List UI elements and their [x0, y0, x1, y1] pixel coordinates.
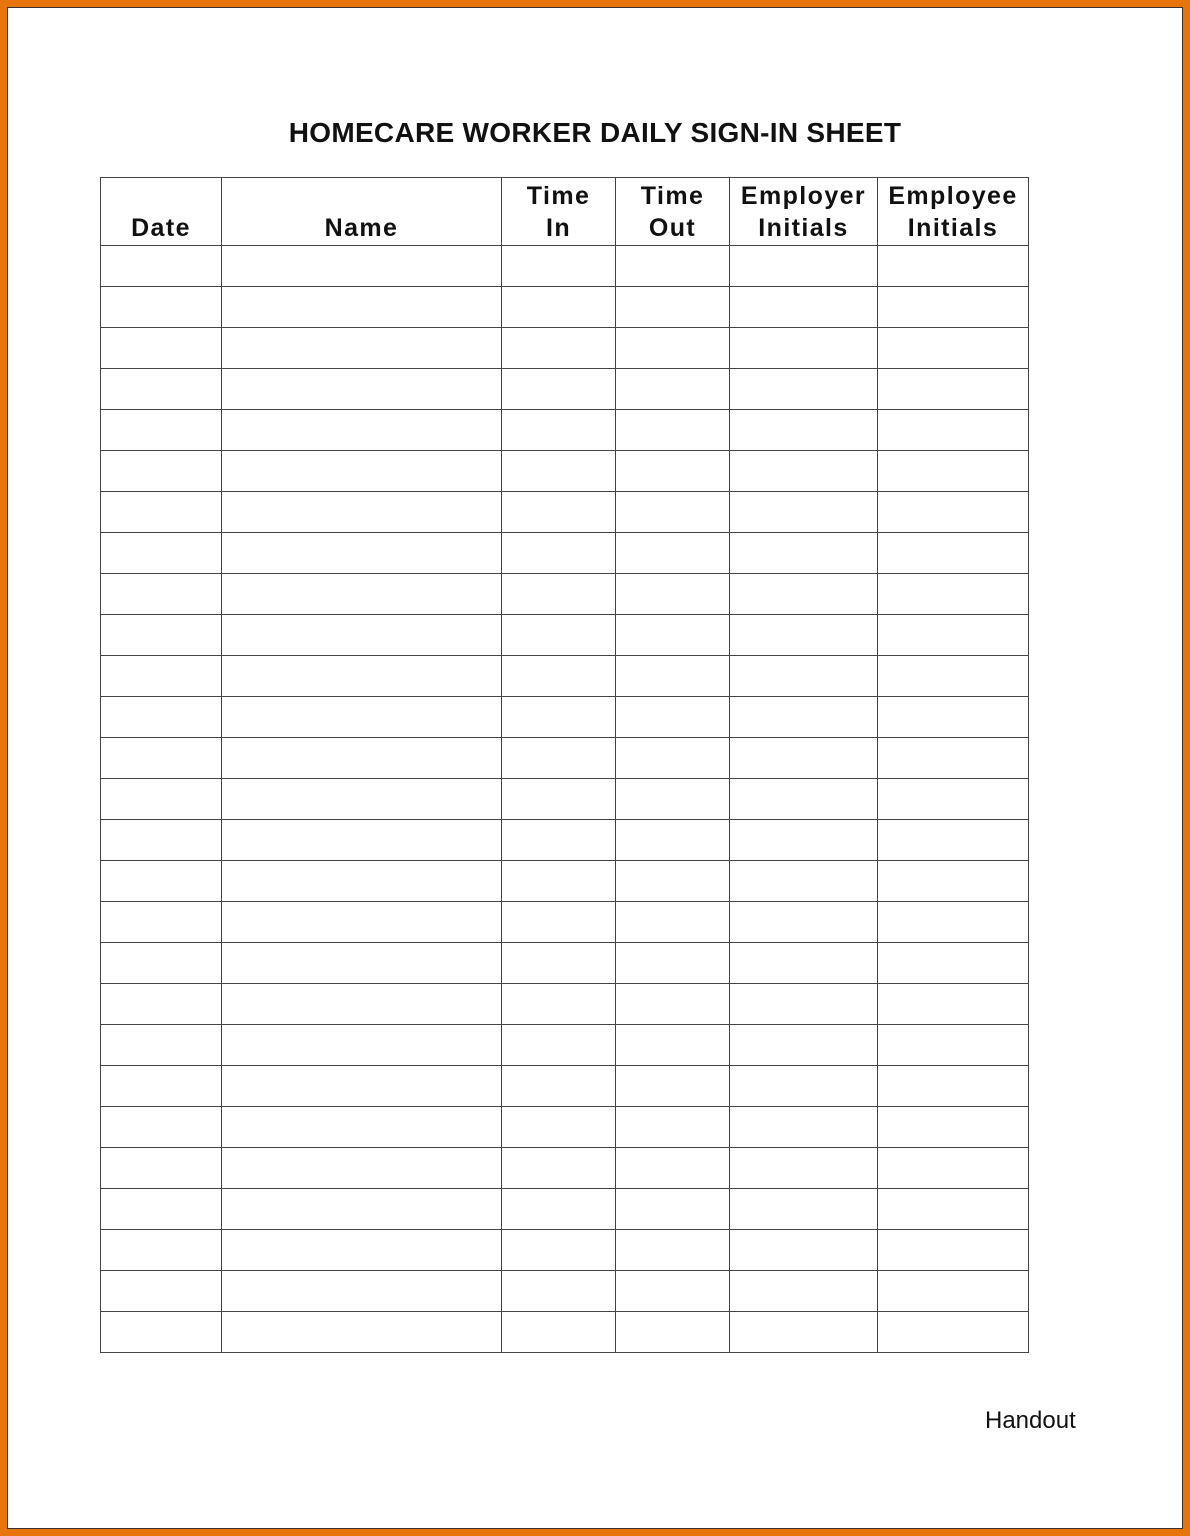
cell-employee-initials[interactable] [878, 287, 1029, 328]
cell-employer-initials[interactable] [730, 902, 878, 943]
cell-name[interactable] [222, 533, 502, 574]
cell-name[interactable] [222, 451, 502, 492]
cell-time-out[interactable] [616, 820, 730, 861]
cell-employee-initials[interactable] [878, 1066, 1029, 1107]
cell-employee-initials[interactable] [878, 451, 1029, 492]
cell-time-out[interactable] [616, 1107, 730, 1148]
cell-name[interactable] [222, 287, 502, 328]
cell-employee-initials[interactable] [878, 410, 1029, 451]
cell-employee-initials[interactable] [878, 902, 1029, 943]
cell-time-in[interactable] [502, 656, 616, 697]
table-row [101, 820, 1029, 861]
cell-time-in[interactable] [502, 697, 616, 738]
cell-name[interactable] [222, 820, 502, 861]
cell-date[interactable] [101, 1230, 222, 1271]
cell-date[interactable] [101, 820, 222, 861]
table-row [101, 328, 1029, 369]
header-time-in-line-2: In [545, 214, 572, 242]
cell-name[interactable] [222, 861, 502, 902]
table-row [101, 738, 1029, 779]
cell-name[interactable] [222, 574, 502, 615]
cell-employer-initials[interactable] [730, 656, 878, 697]
cell-time-in[interactable] [502, 328, 616, 369]
header-time-in [502, 178, 616, 246]
cell-employer-initials[interactable] [730, 820, 878, 861]
header-row [101, 178, 1029, 246]
cell-date[interactable] [101, 328, 222, 369]
cell-time-out[interactable] [616, 902, 730, 943]
cell-time-out[interactable] [616, 738, 730, 779]
cell-name[interactable] [222, 738, 502, 779]
table-row [101, 615, 1029, 656]
cell-employee-initials[interactable] [878, 574, 1029, 615]
cell-employee-initials[interactable] [878, 246, 1029, 287]
cell-date[interactable] [101, 1312, 222, 1353]
cell-employee-initials[interactable] [878, 1148, 1029, 1189]
cell-time-in[interactable] [502, 738, 616, 779]
cell-date[interactable] [101, 943, 222, 984]
cell-time-out[interactable] [616, 1025, 730, 1066]
cell-time-in[interactable] [502, 1025, 616, 1066]
cell-employee-initials[interactable] [878, 656, 1029, 697]
cell-employee-initials[interactable] [878, 1107, 1029, 1148]
cell-employee-initials[interactable] [878, 738, 1029, 779]
cell-time-out[interactable] [616, 1271, 730, 1312]
cell-employer-initials[interactable] [730, 410, 878, 451]
cell-time-out[interactable] [616, 861, 730, 902]
table-row [101, 369, 1029, 410]
cell-employer-initials[interactable] [730, 738, 878, 779]
cell-name[interactable] [222, 615, 502, 656]
cell-time-in[interactable] [502, 615, 616, 656]
header-time-out-line-2: Out [648, 214, 697, 242]
cell-name[interactable] [222, 1066, 502, 1107]
cell-date[interactable] [101, 451, 222, 492]
cell-time-in[interactable] [502, 369, 616, 410]
table-row [101, 861, 1029, 902]
table-row [101, 697, 1029, 738]
header-employer-initials [730, 178, 878, 246]
cell-employer-initials[interactable] [730, 369, 878, 410]
cell-date[interactable] [101, 492, 222, 533]
cell-date[interactable] [101, 533, 222, 574]
cell-date[interactable] [101, 984, 222, 1025]
header-date [101, 178, 222, 246]
table-row [101, 902, 1029, 943]
table-row [101, 410, 1029, 451]
table-row [101, 656, 1029, 697]
cell-employee-initials[interactable] [878, 369, 1029, 410]
table-row [101, 984, 1029, 1025]
cell-employee-initials[interactable] [878, 328, 1029, 369]
header-time-out [616, 178, 730, 246]
cell-name[interactable] [222, 492, 502, 533]
table-row [101, 1189, 1029, 1230]
table-row [101, 1271, 1029, 1312]
cell-employee-initials[interactable] [878, 492, 1029, 533]
cell-time-in[interactable] [502, 1107, 616, 1148]
cell-date[interactable] [101, 779, 222, 820]
table-row [101, 943, 1029, 984]
cell-employee-initials[interactable] [878, 615, 1029, 656]
table-row [101, 1107, 1029, 1148]
sign-in-table [100, 177, 1029, 1353]
table-row [101, 1312, 1029, 1353]
table-row [101, 1148, 1029, 1189]
cell-time-out[interactable] [616, 1189, 730, 1230]
cell-name[interactable] [222, 328, 502, 369]
cell-time-out[interactable] [616, 943, 730, 984]
header-time-in-line-1: Time [526, 182, 591, 210]
table-body [101, 246, 1029, 1353]
table-row [101, 451, 1029, 492]
header-employee-initials-line-2: Initials [907, 214, 999, 242]
cell-time-out[interactable] [616, 779, 730, 820]
handout-label: Handout [985, 1407, 1076, 1434]
header-employee-initials [878, 178, 1029, 246]
cell-date[interactable] [101, 738, 222, 779]
cell-date[interactable] [101, 574, 222, 615]
cell-date[interactable] [101, 861, 222, 902]
cell-employee-initials[interactable] [878, 779, 1029, 820]
cell-date[interactable] [101, 656, 222, 697]
cell-time-in[interactable] [502, 820, 616, 861]
cell-employer-initials[interactable] [730, 779, 878, 820]
cell-employer-initials[interactable] [730, 943, 878, 984]
cell-date[interactable] [101, 410, 222, 451]
cell-name[interactable] [222, 779, 502, 820]
table-row [101, 287, 1029, 328]
header-employee-initials-line-1: Employee [888, 182, 1018, 210]
cell-time-in[interactable] [502, 1148, 616, 1189]
cell-time-out[interactable] [616, 328, 730, 369]
cell-time-in[interactable] [502, 779, 616, 820]
cell-time-out[interactable] [616, 574, 730, 615]
cell-employee-initials[interactable] [878, 1025, 1029, 1066]
header-employer-initials-line-1: Employer [740, 182, 867, 210]
cell-date[interactable] [101, 246, 222, 287]
cell-time-in[interactable] [502, 943, 616, 984]
cell-employer-initials[interactable] [730, 492, 878, 533]
cell-employer-initials[interactable] [730, 1066, 878, 1107]
cell-time-out[interactable] [616, 410, 730, 451]
cell-time-in[interactable] [502, 492, 616, 533]
cell-employee-initials[interactable] [878, 820, 1029, 861]
cell-time-in[interactable] [502, 246, 616, 287]
cell-time-in[interactable] [502, 1189, 616, 1230]
cell-employee-initials[interactable] [878, 1312, 1029, 1353]
cell-employer-initials[interactable] [730, 1312, 878, 1353]
cell-time-out[interactable] [616, 1230, 730, 1271]
cell-name[interactable] [222, 1312, 502, 1353]
cell-time-in[interactable] [502, 1312, 616, 1353]
cell-name[interactable] [222, 410, 502, 451]
cell-employer-initials[interactable] [730, 287, 878, 328]
cell-date[interactable] [101, 615, 222, 656]
cell-time-out[interactable] [616, 246, 730, 287]
cell-employee-initials[interactable] [878, 533, 1029, 574]
sheet-title: HOMECARE WORKER DAILY SIGN-IN SHEET [288, 117, 902, 148]
cell-employee-initials[interactable] [878, 943, 1029, 984]
cell-name[interactable] [222, 1189, 502, 1230]
cell-date[interactable] [101, 369, 222, 410]
cell-time-in[interactable] [502, 1271, 616, 1312]
cell-employer-initials[interactable] [730, 697, 878, 738]
table-row [101, 1230, 1029, 1271]
cell-employee-initials[interactable] [878, 697, 1029, 738]
header-name-line-1: Name [324, 214, 399, 242]
cell-date[interactable] [101, 1189, 222, 1230]
table-row [101, 1025, 1029, 1066]
header-time-out-line-1: Time [640, 182, 705, 210]
cell-time-out[interactable] [616, 369, 730, 410]
cell-employer-initials[interactable] [730, 1107, 878, 1148]
table-row [101, 574, 1029, 615]
table-row [101, 492, 1029, 533]
cell-date[interactable] [101, 1066, 222, 1107]
cell-date[interactable] [101, 902, 222, 943]
cell-employer-initials[interactable] [730, 1148, 878, 1189]
header-name [222, 178, 502, 246]
cell-name[interactable] [222, 1025, 502, 1066]
cell-name[interactable] [222, 1271, 502, 1312]
table-row [101, 246, 1029, 287]
cell-time-out[interactable] [616, 287, 730, 328]
cell-employer-initials[interactable] [730, 451, 878, 492]
cell-employer-initials[interactable] [730, 1271, 878, 1312]
cell-time-out[interactable] [616, 451, 730, 492]
header-date-line-1: Date [131, 214, 191, 242]
cell-employer-initials[interactable] [730, 1025, 878, 1066]
cell-time-out[interactable] [616, 697, 730, 738]
cell-time-out[interactable] [616, 656, 730, 697]
cell-name[interactable] [222, 1107, 502, 1148]
cell-time-in[interactable] [502, 984, 616, 1025]
cell-time-in[interactable] [502, 410, 616, 451]
cell-time-in[interactable] [502, 1066, 616, 1107]
cell-employee-initials[interactable] [878, 1230, 1029, 1271]
cell-employer-initials[interactable] [730, 246, 878, 287]
cell-name[interactable] [222, 902, 502, 943]
cell-time-in[interactable] [502, 861, 616, 902]
cell-time-in[interactable] [502, 1230, 616, 1271]
cell-date[interactable] [101, 287, 222, 328]
cell-date[interactable] [101, 697, 222, 738]
cell-employer-initials[interactable] [730, 984, 878, 1025]
cell-time-out[interactable] [616, 1148, 730, 1189]
cell-name[interactable] [222, 943, 502, 984]
cell-date[interactable] [101, 1271, 222, 1312]
cell-employer-initials[interactable] [730, 861, 878, 902]
cell-name[interactable] [222, 984, 502, 1025]
cell-name[interactable] [222, 656, 502, 697]
cell-employer-initials[interactable] [730, 328, 878, 369]
cell-time-in[interactable] [502, 287, 616, 328]
cell-time-out[interactable] [616, 1312, 730, 1353]
cell-date[interactable] [101, 1025, 222, 1066]
cell-employer-initials[interactable] [730, 615, 878, 656]
cell-time-out[interactable] [616, 533, 730, 574]
cell-time-out[interactable] [616, 984, 730, 1025]
cell-employee-initials[interactable] [878, 1189, 1029, 1230]
cell-time-out[interactable] [616, 1066, 730, 1107]
cell-employee-initials[interactable] [878, 984, 1029, 1025]
cell-employer-initials[interactable] [730, 533, 878, 574]
cell-time-out[interactable] [616, 492, 730, 533]
cell-time-out[interactable] [616, 615, 730, 656]
table-row [101, 1066, 1029, 1107]
cell-name[interactable] [222, 369, 502, 410]
cell-employer-initials[interactable] [730, 1189, 878, 1230]
cell-employer-initials[interactable] [730, 1230, 878, 1271]
header-employer-initials-line-2: Initials [758, 214, 849, 242]
table-row [101, 533, 1029, 574]
cell-employee-initials[interactable] [878, 861, 1029, 902]
cell-time-in[interactable] [502, 902, 616, 943]
cell-name[interactable] [222, 697, 502, 738]
cell-time-in[interactable] [502, 451, 616, 492]
cell-name[interactable] [222, 246, 502, 287]
cell-employer-initials[interactable] [730, 574, 878, 615]
cell-date[interactable] [101, 1148, 222, 1189]
cell-date[interactable] [101, 1107, 222, 1148]
cell-name[interactable] [222, 1230, 502, 1271]
cell-time-in[interactable] [502, 533, 616, 574]
cell-time-in[interactable] [502, 574, 616, 615]
table-row [101, 779, 1029, 820]
cell-employee-initials[interactable] [878, 1271, 1029, 1312]
cell-name[interactable] [222, 1148, 502, 1189]
